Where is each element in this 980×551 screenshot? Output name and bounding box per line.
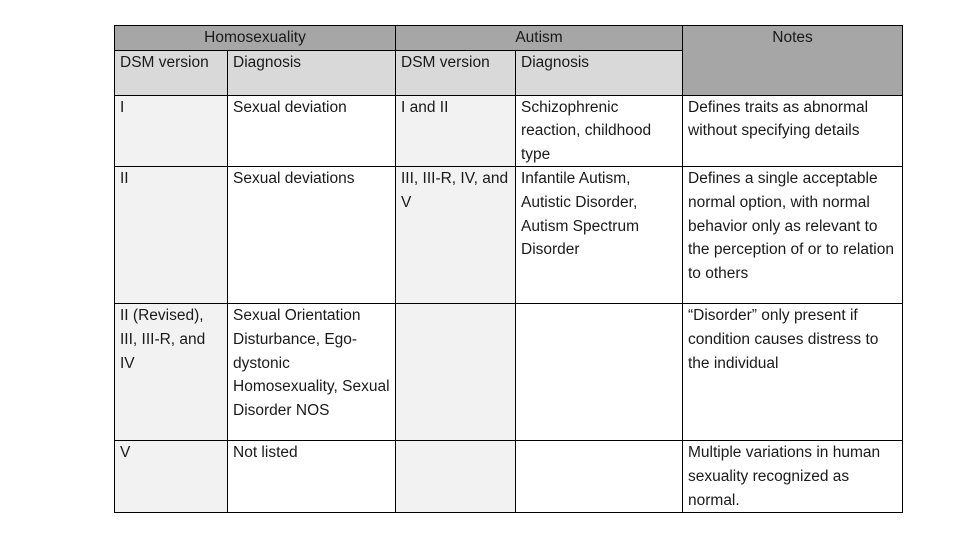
homosexuality-diagnosis-cell: Sexual Orientation Disturbance, Ego-dystonic Homosexuality, Sexual Disorder NOS	[228, 304, 396, 441]
notes-cell: Defines a single acceptable normal option, with normal behavior only as relevant to the perception of or to relation to others	[683, 167, 903, 304]
autism-dsm-version-header: DSM version	[396, 50, 516, 95]
homosexuality-diagnosis-cell: Sexual deviation	[228, 95, 396, 167]
autism-header: Autism	[396, 26, 683, 51]
homosexuality-diagnosis-header: Diagnosis	[228, 50, 396, 95]
table-row	[115, 95, 903, 167]
notes-cell: Multiple variations in human sexuality recognized as normal.	[683, 441, 903, 513]
homosexuality-diagnosis-cell: Not listed	[228, 441, 396, 513]
table-row	[115, 441, 903, 513]
autism-diagnosis-header: Diagnosis	[516, 50, 683, 95]
table-row	[115, 304, 903, 441]
autism-dsm-version-cell	[396, 441, 516, 513]
homosexuality-dsm-version-header: DSM version	[115, 50, 228, 95]
autism-dsm-version-cell	[396, 304, 516, 441]
homosexuality-header: Homosexuality	[115, 26, 396, 51]
autism-dsm-version-cell: I and II	[396, 95, 516, 167]
autism-diagnosis-cell	[516, 304, 683, 441]
homosexuality-dsm-version-cell: V	[115, 441, 228, 513]
autism-diagnosis-cell: Infantile Autism, Autistic Disorder, Autism Spectrum Disorder	[516, 167, 683, 304]
notes-cell: Defines traits as abnormal without specifying details	[683, 95, 903, 167]
autism-dsm-version-cell: III, III-R, IV, and V	[396, 167, 516, 304]
homosexuality-diagnosis-cell: Sexual deviations	[228, 167, 396, 304]
table-row	[115, 167, 903, 304]
dsm-comparison-table	[114, 25, 903, 513]
notes-header: Notes	[683, 26, 903, 96]
autism-diagnosis-cell	[516, 441, 683, 513]
homosexuality-dsm-version-cell: II	[115, 167, 228, 304]
group-header-row	[115, 26, 903, 51]
homosexuality-dsm-version-cell: II (Revised), III, III-R, and IV	[115, 304, 228, 441]
homosexuality-dsm-version-cell: I	[115, 95, 228, 167]
notes-cell: “Disorder” only present if condition causes distress to the individual	[683, 304, 903, 441]
autism-diagnosis-cell: Schizophrenic reaction, childhood type	[516, 95, 683, 167]
